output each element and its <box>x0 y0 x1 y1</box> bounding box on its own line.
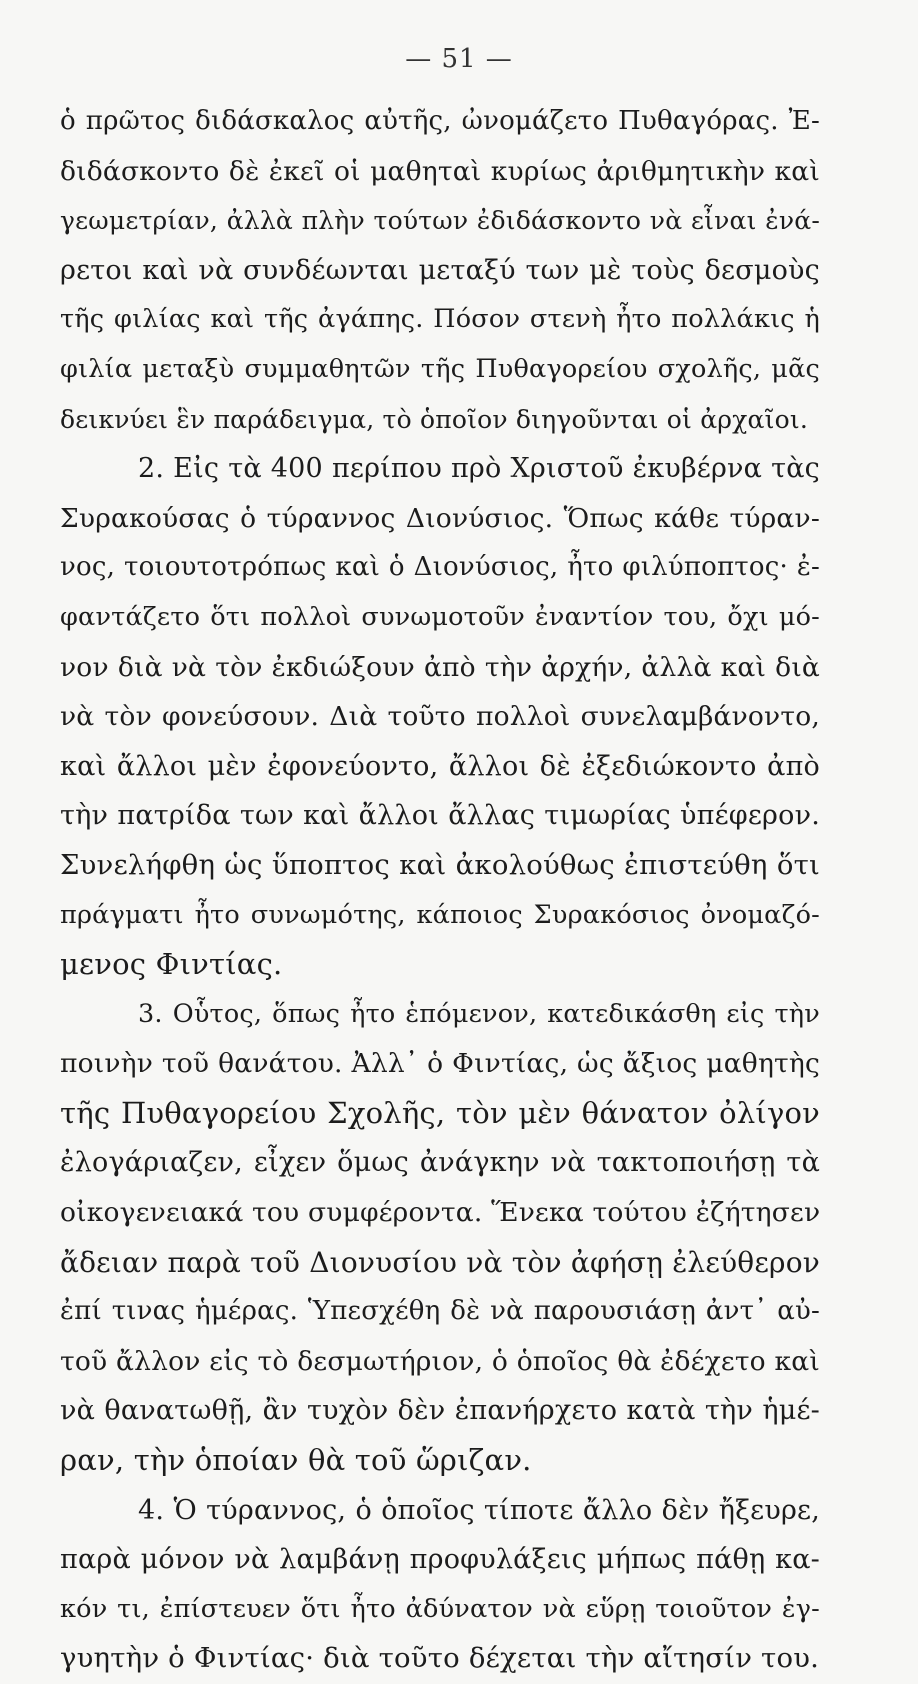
text-line: φαντάζετο ὅτι πολλοὶ συνωμοτοῦν ἐναντίον του, ὄχι μό- <box>60 601 820 632</box>
text-line: τὴν πατρίδα των καὶ ἄλλοι ἄλλας τιμωρίας ὑπέφερον. <box>60 800 820 832</box>
text-line: ποινὴν τοῦ θανάτου. Ἀλλ᾽ ὁ Φιντίας, ὡς ἄξιος μαθητὴς <box>60 1048 820 1080</box>
text-line: παρὰ μόνον νὰ λαμβάνῃ προφυλάξεις μήπως πάθῃ κα- <box>60 1544 820 1576</box>
text-line: νὰ θανατωθῇ, ἂν τυχὸν δὲν ἐπανήρχετο κατὰ τὴν ἡμέ- <box>60 1395 820 1427</box>
text-line: Συρακούσας ὁ τύραννος Διονύσιος. Ὅπως κάθε τύραν- <box>60 502 820 534</box>
text-line: τῆς φιλίας καὶ τῆς ἀγάπης. Πόσον στενὴ ἦτο πολλάκις ἡ <box>60 304 820 335</box>
text-line: φιλία μεταξὺ συμμαθητῶν τῆς Πυθαγορείου σχολῆς, μᾶς <box>60 353 820 384</box>
text-line: γεωμετρίαν, ἀλλὰ πλὴν τούτων ἐδιδάσκοντο νὰ εἶναι ἐνά- <box>60 206 820 236</box>
text-line: τοῦ ἄλλον εἰς τὸ δεσμωτήριον, ὁ ὁποῖος θὰ ἐδέχετο καὶ <box>60 1345 820 1377</box>
text-line: νος, τοιουτοτρόπως καὶ ὁ Διονύσιος, ἦτο φιλύποπτος· ἐ- <box>60 552 820 583</box>
text-line: κόν τι, ἐπίστευεν ὅτι ἦτο ἀδύνατον νὰ εὕρῃ τοιοῦτον ἐγ- <box>60 1593 820 1624</box>
text-line: 4. Ὁ τύραννος, ὁ ὁποῖος τίποτε ἄλλο δὲν ἤξευρε, <box>138 1494 820 1526</box>
text-line: 2. Εἰς τὰ 400 περίπου πρὸ Χριστοῦ ἐκυβέρνα τὰς <box>138 453 820 485</box>
text-line: ἐπί τινας ἡμέρας. Ὑπεσχέθη δὲ νὰ παρουσιάσῃ ἀντ᾽ αὐ- <box>60 1296 820 1327</box>
text-line: ἐλογάριαζεν, εἶχεν ὅμως ἀνάγκην νὰ τακτοποιήσῃ τὰ <box>60 1147 820 1179</box>
text-line: ὁ πρῶτος διδάσκαλος αὐτῆς, ὠνομάζετο Πυθαγόρας. Ἐ- <box>60 106 820 136</box>
text-line: γυητὴν ὁ Φιντίας· διὰ τοῦτο δέχεται τὴν αἴτησίν του. <box>60 1642 820 1675</box>
text-line: ραν, τὴν ὁποίαν θὰ τοῦ ὥριζαν. <box>60 1443 532 1478</box>
body-text <box>60 97 820 1684</box>
text-line: 3. Οὗτος, ὅπως ἦτο ἑπόμενον, κατεδικάσθη εἰς τὴν <box>138 998 820 1029</box>
page-number: — 51 — <box>405 44 513 74</box>
text-line: τῆς Πυθαγορείου Σχολῆς, τὸν μὲν θάνατον ὀλίγον <box>60 1095 820 1130</box>
text-line: διδάσκοντο δὲ ἐκεῖ οἱ μαθηταὶ κυρίως ἀριθμητικὴν καὶ <box>60 155 820 187</box>
text-line: Συνελήφθη ὡς ὕποπτος καὶ ἀκολούθως ἐπιστεύθη ὅτι <box>60 848 820 881</box>
text-line: καὶ ἄλλοι μὲν ἐφονεύοντο, ἄλλοι δὲ ἐξεδιώκοντο ἀπὸ <box>60 750 820 782</box>
text-line: νον διὰ νὰ τὸν ἐκδιώξουν ἀπὸ τὴν ἀρχήν, ἀλλὰ καὶ διὰ <box>60 651 820 683</box>
text-line: ρετοι καὶ νὰ συνδέωνται μεταξύ των μὲ τοὺς δεσμοὺς <box>60 254 820 286</box>
text-line: μενος Φιντίας. <box>60 947 283 982</box>
text-line: ἄδειαν παρὰ τοῦ Διονυσίου νὰ τὸν ἀφήσῃ ἐλεύθερον <box>60 1245 820 1279</box>
text-line: δεικνύει ἓν παράδειγμα, τὸ ὁποῖον διηγοῦνται οἱ ἀρχαῖοι. <box>60 404 809 434</box>
text-line: πράγματι ἦτο συνωμότης, κάποιος Συρακόσιος ὀνομαζό- <box>60 899 820 930</box>
text-line: οἰκογενειακά του συμφέροντα. Ἕνεκα τούτου ἐζήτησεν <box>60 1197 821 1229</box>
text-line: νὰ τὸν φονεύσουν. Διὰ τοῦτο πολλοὶ συνελαμβάνοντο, <box>60 701 820 733</box>
